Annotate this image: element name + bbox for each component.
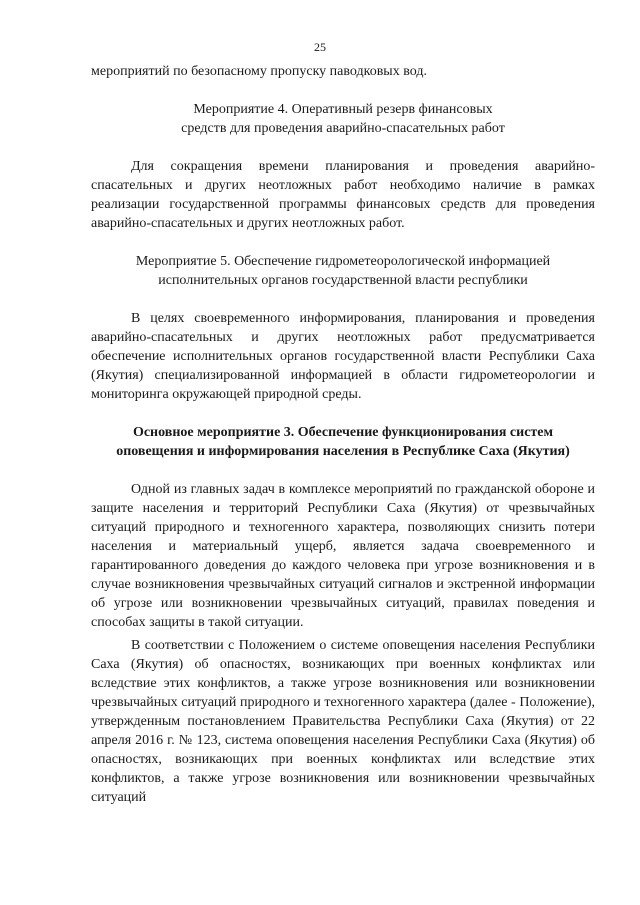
section-4-paragraph: Для сокращения времени планирования и проведения аварийно-спасательных и других неотложных работ необходимо наличие в рамках реализации государственной программы финансовых средств для проведения аварийно-спасательных и других неотложных работ. xyxy=(91,159,595,231)
main-activity-3-paragraph-1: Одной из главных задач в комплексе мероприятий по гражданской обороне и защите населения и территорий Республики Саха (Якутия) от чрезвычайных ситуаций природного и техногенного характера, позволяющих снизить потери населения и материальный ущерб, является задача своевременного и гарантированного доведения до каждого человека при угрозе возникновения и в случае возникновения чрезвычайных ситуаций сигналов и экстренной информации об угрозе или возникновении чрезвычайных ситуаций, правилах поведения и способах защиты в такой ситуации. xyxy=(91,482,595,630)
main-activity-3-title-line-2: оповещения и информирования населения в Республике Саха (Якутия) xyxy=(116,444,570,459)
section-4-title-line-2: средств для проведения аварийно-спасательных работ xyxy=(181,121,505,136)
main-activity-3-title-line-1: Основное мероприятие 3. Обеспечение функционирования систем xyxy=(132,425,554,440)
main-activity-3-title xyxy=(91,423,595,461)
main-activity-3-paragraph-2: В соответствии с Положением о системе оповещения населения Республики Саха (Якутия) об опасностях, возникающих при военных конфликтах или вследствие этих конфликтов, а также угрозе возникновения или возникновении чрезвычайных ситуаций природного и техногенного характера (далее - Положение), утвержденным постановлением Правительства Республики Саха (Якутия) от 22 апреля 2016 г. № 123, система оповещения населения Республики Саха (Якутия) об опасностях, возникающих при военных конфликтах или вследствие этих конфликтов, а также угрозе возникновения или возникновении чрезвычайных ситуаций xyxy=(91,638,595,805)
section-5-title xyxy=(91,252,595,290)
section-5-title-line-2: исполнительных органов государственной власти республики xyxy=(158,273,528,288)
page-number: 25 xyxy=(314,40,326,54)
continuation-line: мероприятий по безопасному пропуску паводковых вод. xyxy=(91,64,427,79)
section-4-title xyxy=(91,100,595,138)
section-5-title-line-1: Мероприятие 5. Обеспечение гидрометеорологической информацией xyxy=(135,254,551,269)
page-content xyxy=(91,62,595,807)
section-4-title-line-1: Мероприятие 4. Оперативный резерв финансовых xyxy=(193,102,493,117)
section-5-paragraph: В целях своевременного информирования, планирования и проведения аварийно-спасательных и других неотложных работ предусматривается обеспечение исполнительных органов государственной власти Республики Саха (Якутия) специализированной информацией в области гидрометеорологии и мониторинга окружающей природной среды. xyxy=(91,311,595,402)
